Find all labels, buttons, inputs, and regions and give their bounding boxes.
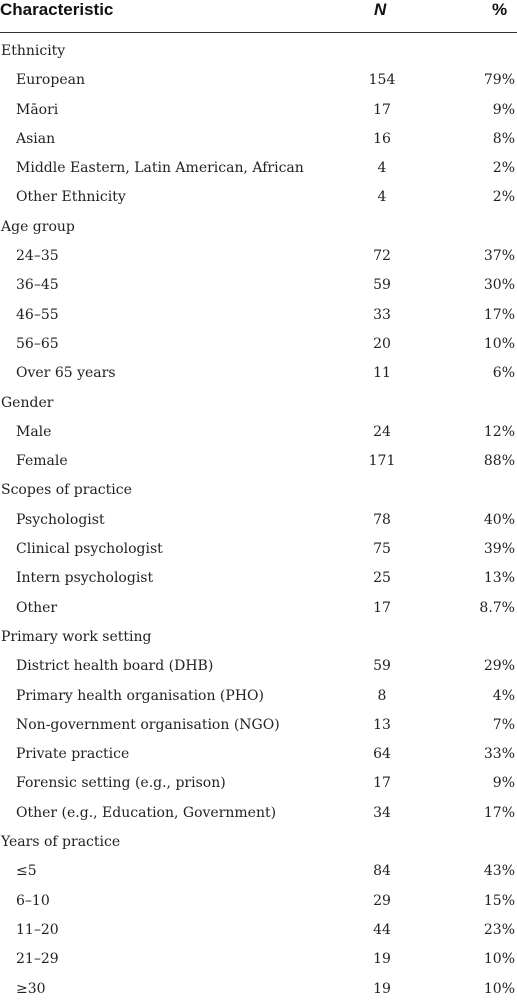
row-percent: 30% <box>483 277 515 294</box>
row-count: 11 <box>373 365 391 382</box>
row-count: 17 <box>373 775 391 792</box>
row-percent: 9% <box>492 101 515 118</box>
row-label: Other (e.g., Education, Government) <box>16 804 277 821</box>
row-label: 11–20 <box>16 921 59 938</box>
row-count: 59 <box>373 658 391 675</box>
row-percent: 2% <box>492 160 515 177</box>
row-percent: 10% <box>483 951 515 968</box>
row-label: Forensic setting (e.g., prison) <box>16 775 226 792</box>
row-count: 154 <box>368 72 396 89</box>
row-count: 24 <box>373 423 391 440</box>
row-count: 64 <box>373 746 391 763</box>
row-label: Asian <box>16 130 56 147</box>
row-count: 33 <box>373 306 391 323</box>
table-row <box>0 355 517 384</box>
row-label: 36–45 <box>16 277 59 294</box>
row-label: 56–65 <box>16 335 59 352</box>
row-percent: 9% <box>492 775 515 792</box>
row-count: 34 <box>373 804 391 821</box>
row-label: European <box>16 72 85 89</box>
row-count: 16 <box>373 130 391 147</box>
row-percent: 6% <box>492 365 515 382</box>
table-row <box>0 62 517 91</box>
row-percent: 10% <box>483 335 515 352</box>
table-row <box>0 560 517 589</box>
group-label: Ethnicity <box>1 43 66 59</box>
row-percent: 33% <box>483 746 515 763</box>
row-label: Female <box>16 453 68 470</box>
group-label: Gender <box>1 394 54 411</box>
row-percent: 8% <box>492 130 515 147</box>
row-percent: 79% <box>483 72 515 89</box>
row-count: 19 <box>373 980 391 997</box>
row-count: 8 <box>377 687 387 704</box>
group-label: Scopes of practice <box>1 482 132 499</box>
table-row <box>0 414 517 443</box>
row-count: 17 <box>373 599 391 616</box>
row-count: 78 <box>373 511 391 528</box>
row-label: 21–29 <box>16 951 59 968</box>
row-label: District health board (DHB) <box>16 658 214 675</box>
row-count: 17 <box>373 101 391 118</box>
row-percent: 10% <box>483 980 515 997</box>
row-percent: 29% <box>483 658 515 675</box>
table-row <box>0 678 517 707</box>
group-label: Years of practice <box>1 834 121 851</box>
row-percent: 13% <box>483 570 515 587</box>
table-row <box>0 707 517 736</box>
table-row <box>0 531 517 560</box>
table-row <box>0 502 517 531</box>
table-row <box>0 150 517 179</box>
row-label: Other Ethnicity <box>16 189 126 206</box>
row-count: 19 <box>373 951 391 968</box>
row-percent: 40% <box>483 511 515 528</box>
table-row <box>0 92 517 121</box>
row-percent: 8.7% <box>479 599 515 616</box>
row-percent: 17% <box>483 306 515 323</box>
row-count: 72 <box>373 248 391 265</box>
row-percent: 17% <box>483 804 515 821</box>
row-label: Over 65 years <box>16 365 116 382</box>
row-label: Non-government organisation (NGO) <box>16 716 280 733</box>
table-row <box>0 912 517 941</box>
column-header-percent: % <box>492 0 508 19</box>
row-label: Middle Eastern, Latin American, African <box>16 160 304 177</box>
row-label: Psychologist <box>16 511 105 528</box>
row-percent: 39% <box>483 541 515 558</box>
table-row <box>0 941 517 970</box>
table-header <box>0 0 517 33</box>
row-label: Private practice <box>16 746 130 763</box>
row-label: 6–10 <box>16 892 50 909</box>
table-row <box>0 179 517 208</box>
table-group-row <box>0 385 517 414</box>
row-count: 171 <box>368 453 396 470</box>
row-label: ≥30 <box>16 980 46 997</box>
row-count: 20 <box>373 335 391 352</box>
table-row <box>0 971 517 1000</box>
row-count: 84 <box>373 863 391 880</box>
table-row <box>0 648 517 677</box>
row-count: 25 <box>373 570 391 587</box>
row-percent: 15% <box>483 892 515 909</box>
row-percent: 88% <box>483 453 515 470</box>
row-count: 44 <box>373 921 391 938</box>
table-row <box>0 736 517 765</box>
table-group-row <box>0 472 517 501</box>
table-row <box>0 590 517 619</box>
table-row <box>0 297 517 326</box>
row-label: Primary health organisation (PHO) <box>16 687 264 704</box>
group-label: Age group <box>1 218 75 235</box>
row-label: Intern psychologist <box>16 570 154 587</box>
row-count: 4 <box>377 189 387 206</box>
row-percent: 23% <box>483 921 515 938</box>
row-count: 75 <box>373 541 391 558</box>
table-group-row <box>0 619 517 648</box>
row-label: 24–35 <box>16 248 59 265</box>
table-row <box>0 883 517 912</box>
row-percent: 37% <box>483 248 515 265</box>
table-row <box>0 853 517 882</box>
row-count: 59 <box>373 277 391 294</box>
group-label: Primary work setting <box>1 628 152 645</box>
row-label: Clinical psychologist <box>16 541 163 558</box>
table-row <box>0 121 517 150</box>
row-label: Māori <box>16 101 59 118</box>
row-percent: 43% <box>483 863 515 880</box>
table-row <box>0 765 517 794</box>
row-label: ≤5 <box>16 863 37 880</box>
table-group-row <box>0 33 517 62</box>
row-count: 13 <box>373 716 391 733</box>
table-body <box>0 33 517 1000</box>
row-percent: 7% <box>492 716 515 733</box>
column-header-characteristic: Characteristic <box>0 0 114 19</box>
table-row <box>0 326 517 355</box>
table-group-row <box>0 209 517 238</box>
row-label: Other <box>16 599 58 616</box>
table-row <box>0 267 517 296</box>
table-row <box>0 238 517 267</box>
row-count: 29 <box>373 892 391 909</box>
row-percent: 4% <box>492 687 515 704</box>
row-percent: 12% <box>483 423 515 440</box>
column-header-n: N <box>374 0 387 19</box>
row-percent: 2% <box>492 189 515 206</box>
table-group-row <box>0 824 517 853</box>
row-label: Male <box>16 423 52 440</box>
row-count: 4 <box>377 160 387 177</box>
row-label: 46–55 <box>16 306 59 323</box>
table-row <box>0 795 517 824</box>
table-row <box>0 443 517 472</box>
